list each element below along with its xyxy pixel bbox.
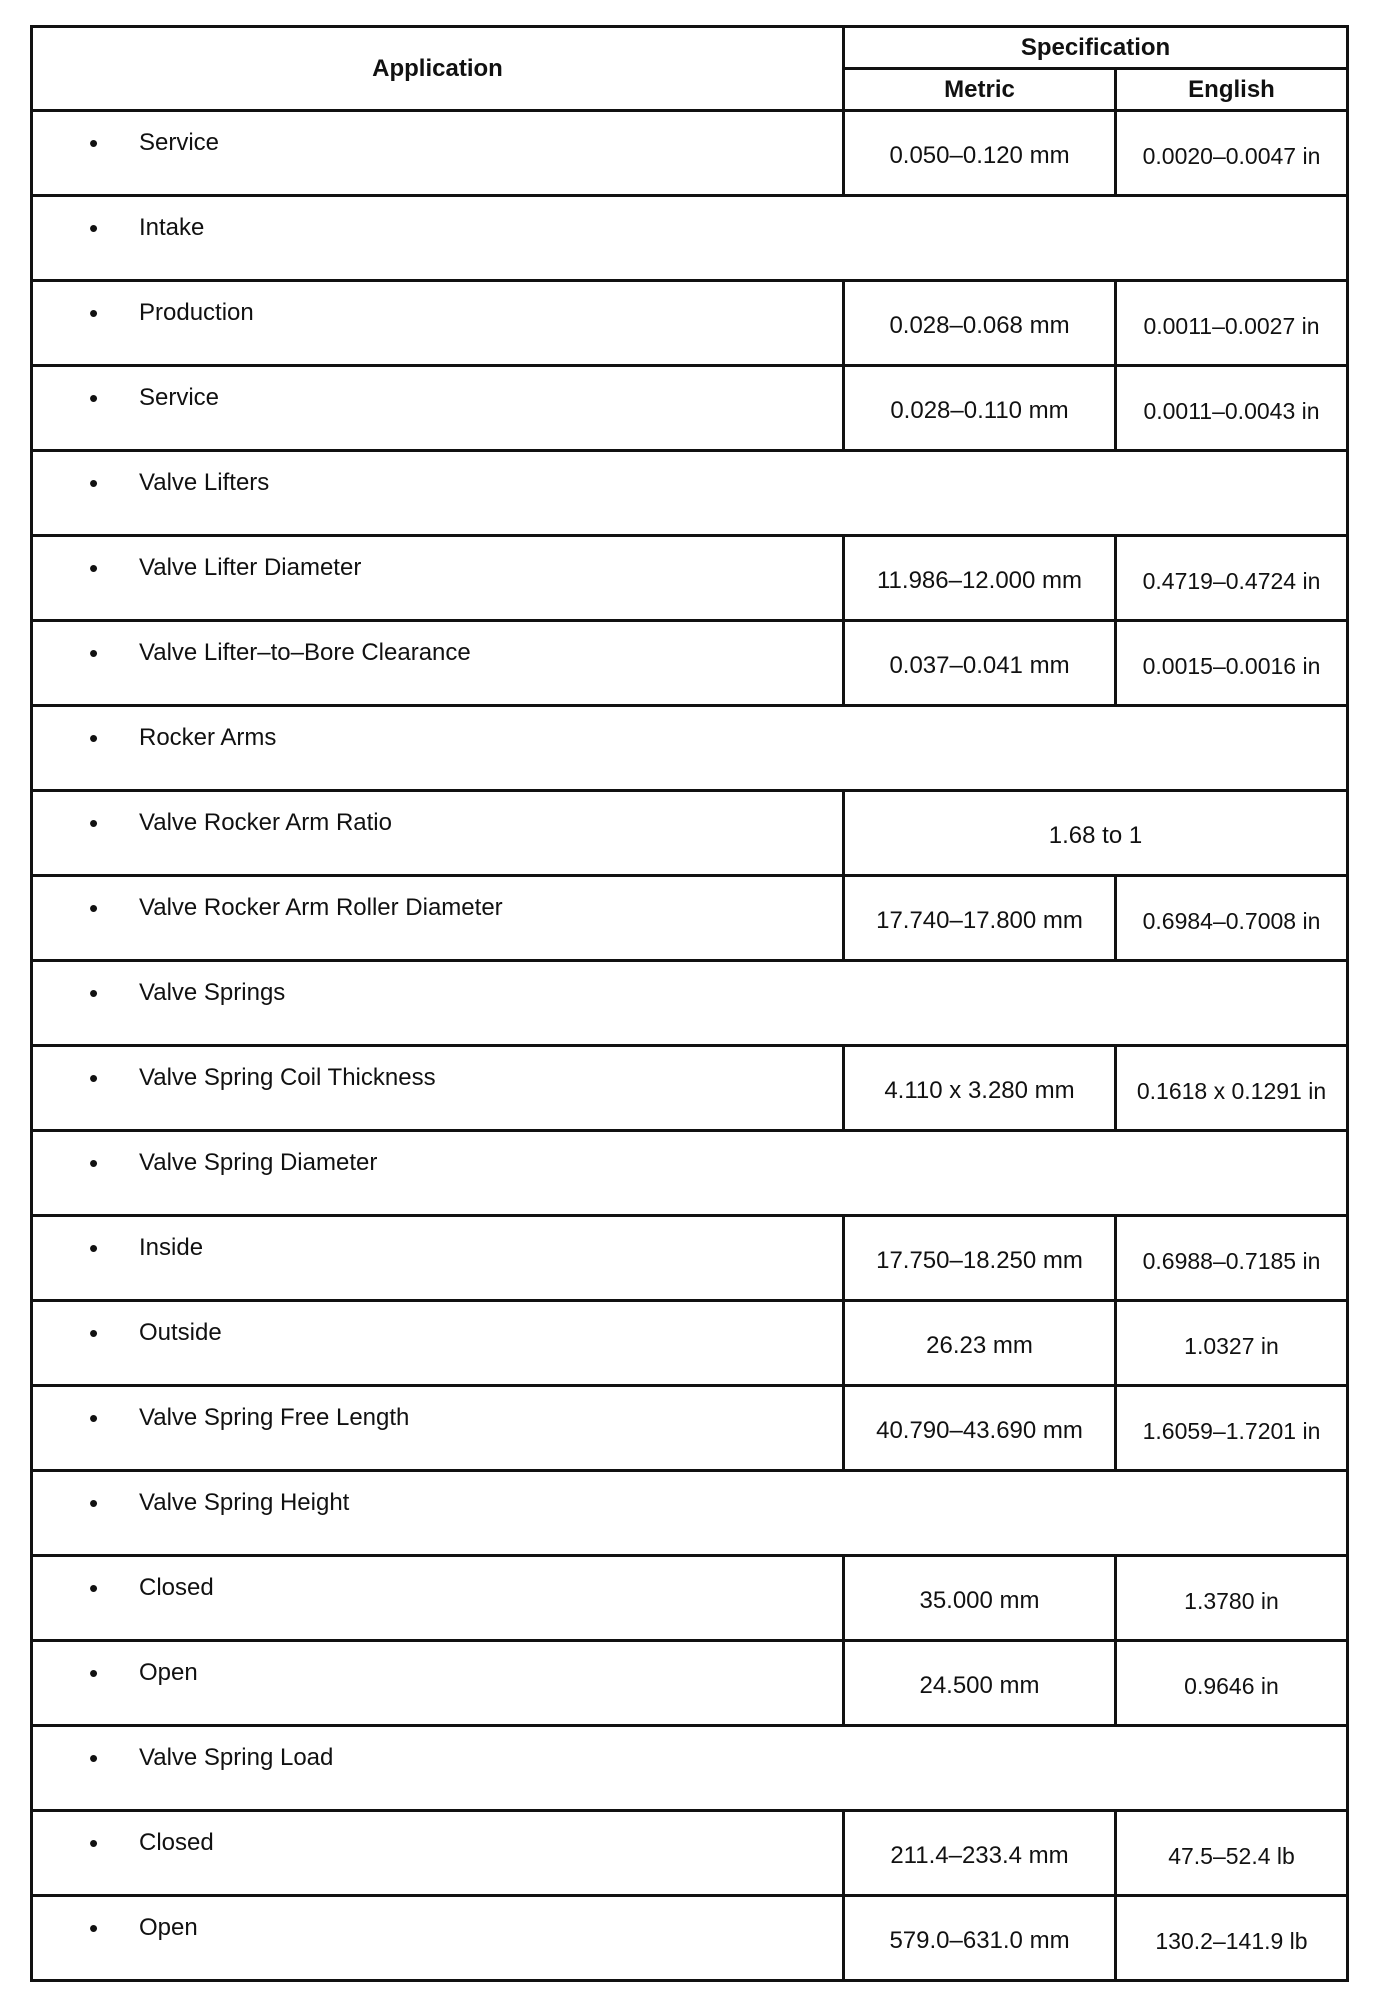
application-cell	[32, 1216, 844, 1301]
english-value: 1.0327 in	[1116, 1301, 1348, 1386]
table-row	[32, 196, 1348, 281]
application-cell	[32, 1131, 1348, 1216]
metric-value: 0.037–0.041 mm	[844, 621, 1116, 706]
metric-value: 211.4–233.4 mm	[844, 1811, 1116, 1896]
application-label: Rocker Arms	[139, 724, 277, 751]
table-row	[32, 1811, 1348, 1896]
table-row	[32, 1471, 1348, 1556]
application-cell	[32, 536, 844, 621]
english-value: 0.6984–0.7008 in	[1116, 876, 1348, 961]
table-row	[32, 451, 1348, 536]
english-value: 0.1618 x 0.1291 in	[1116, 1046, 1348, 1131]
english-value: 1.6059–1.7201 in	[1116, 1386, 1348, 1471]
application-label: Valve Spring Free Length	[139, 1404, 410, 1431]
application-label: Inside	[139, 1234, 204, 1261]
metric-value: 0.028–0.068 mm	[844, 281, 1116, 366]
metric-value: 17.740–17.800 mm	[844, 876, 1116, 961]
bullet-icon: •	[89, 893, 99, 923]
application-cell	[32, 1301, 844, 1386]
table-row	[32, 1641, 1348, 1726]
application-label: Valve Rocker Arm Roller Diameter	[139, 894, 503, 921]
english-value: 47.5–52.4 lb	[1116, 1811, 1348, 1896]
metric-value: 0.028–0.110 mm	[844, 366, 1116, 451]
application-cell	[32, 706, 1348, 791]
english-value: 0.0011–0.0043 in	[1116, 366, 1348, 451]
application-label: Closed	[139, 1574, 214, 1601]
application-cell	[32, 1471, 1348, 1556]
metric-value: 4.110 x 3.280 mm	[844, 1046, 1116, 1131]
application-header: Application	[32, 27, 844, 111]
table-row	[32, 1301, 1348, 1386]
application-label: Valve Spring Diameter	[139, 1149, 378, 1176]
application-label: Open	[139, 1914, 198, 1941]
metric-value: 579.0–631.0 mm	[844, 1896, 1116, 1981]
table-row	[32, 1386, 1348, 1471]
table-row	[32, 1216, 1348, 1301]
application-cell	[32, 1811, 844, 1896]
application-cell	[32, 961, 1348, 1046]
bullet-icon: •	[89, 638, 99, 668]
spec-table	[30, 25, 1349, 1982]
english-value: 0.6988–0.7185 in	[1116, 1216, 1348, 1301]
english-value: 0.9646 in	[1116, 1641, 1348, 1726]
table-row	[32, 1896, 1348, 1981]
application-label: Valve Spring Height	[139, 1489, 350, 1516]
application-label: Service	[139, 384, 220, 411]
application-cell	[32, 1641, 844, 1726]
bullet-icon: •	[89, 298, 99, 328]
table-row	[32, 536, 1348, 621]
metric-value: 40.790–43.690 mm	[844, 1386, 1116, 1471]
application-cell	[32, 1046, 844, 1131]
table-row	[32, 621, 1348, 706]
application-label: Production	[139, 299, 254, 326]
application-label: Valve Rocker Arm Ratio	[139, 809, 392, 836]
application-label: Valve Lifter Diameter	[139, 554, 362, 581]
bullet-icon: •	[89, 1743, 99, 1773]
english-value: 130.2–141.9 lb	[1116, 1896, 1348, 1981]
english-header: English	[1116, 69, 1348, 111]
table-row	[32, 1131, 1348, 1216]
application-cell	[32, 196, 1348, 281]
combined-value: 1.68 to 1	[844, 791, 1348, 876]
table-row	[32, 111, 1348, 196]
table-row	[32, 1556, 1348, 1641]
bullet-icon: •	[89, 1063, 99, 1093]
bullet-icon: •	[89, 1488, 99, 1518]
metric-value: 35.000 mm	[844, 1556, 1116, 1641]
table-row	[32, 791, 1348, 876]
metric-value: 11.986–12.000 mm	[844, 536, 1116, 621]
application-label: Valve Lifters	[139, 469, 270, 496]
english-value: 0.0015–0.0016 in	[1116, 621, 1348, 706]
metric-value: 26.23 mm	[844, 1301, 1116, 1386]
metric-value: 17.750–18.250 mm	[844, 1216, 1116, 1301]
application-cell	[32, 1896, 844, 1981]
application-label: Outside	[139, 1319, 222, 1346]
metric-header: Metric	[844, 69, 1116, 111]
application-label: Intake	[139, 214, 205, 241]
table-row	[32, 1046, 1348, 1131]
application-label: Valve Spring Load	[139, 1744, 334, 1771]
bullet-icon: •	[89, 553, 99, 583]
application-label: Closed	[139, 1829, 214, 1856]
metric-value: 24.500 mm	[844, 1641, 1116, 1726]
application-label: Valve Lifter–to–Bore Clearance	[139, 639, 471, 666]
table-row	[32, 1726, 1348, 1811]
bullet-icon: •	[89, 978, 99, 1008]
header-row-top	[32, 27, 1348, 69]
bullet-icon: •	[89, 1233, 99, 1263]
application-cell	[32, 451, 1348, 536]
bullet-icon: •	[89, 808, 99, 838]
application-cell	[32, 366, 844, 451]
english-value: 0.0011–0.0027 in	[1116, 281, 1348, 366]
bullet-icon: •	[89, 1828, 99, 1858]
bullet-icon: •	[89, 128, 99, 158]
application-cell	[32, 281, 844, 366]
table-row	[32, 706, 1348, 791]
bullet-icon: •	[89, 1148, 99, 1178]
application-label: Valve Spring Coil Thickness	[139, 1064, 436, 1091]
application-cell	[32, 1556, 844, 1641]
application-cell	[32, 111, 844, 196]
bullet-icon: •	[89, 383, 99, 413]
table-row	[32, 961, 1348, 1046]
table-row	[32, 281, 1348, 366]
bullet-icon: •	[89, 1318, 99, 1348]
application-label: Valve Springs	[139, 979, 286, 1006]
application-cell	[32, 1386, 844, 1471]
english-value: 1.3780 in	[1116, 1556, 1348, 1641]
bullet-icon: •	[89, 1403, 99, 1433]
application-cell	[32, 621, 844, 706]
metric-value: 0.050–0.120 mm	[844, 111, 1116, 196]
bullet-icon: •	[89, 468, 99, 498]
application-label: Open	[139, 1659, 198, 1686]
bullet-icon: •	[89, 1658, 99, 1688]
application-cell	[32, 876, 844, 961]
application-label: Service	[139, 129, 220, 156]
application-cell	[32, 1726, 1348, 1811]
spec-table-body	[32, 111, 1348, 1981]
english-value: 0.0020–0.0047 in	[1116, 111, 1348, 196]
bullet-icon: •	[89, 1913, 99, 1943]
specification-header: Specification	[844, 27, 1348, 69]
application-cell	[32, 791, 844, 876]
bullet-icon: •	[89, 213, 99, 243]
table-row	[32, 876, 1348, 961]
bullet-icon: •	[89, 723, 99, 753]
table-row	[32, 366, 1348, 451]
english-value: 0.4719–0.4724 in	[1116, 536, 1348, 621]
bullet-icon: •	[89, 1573, 99, 1603]
